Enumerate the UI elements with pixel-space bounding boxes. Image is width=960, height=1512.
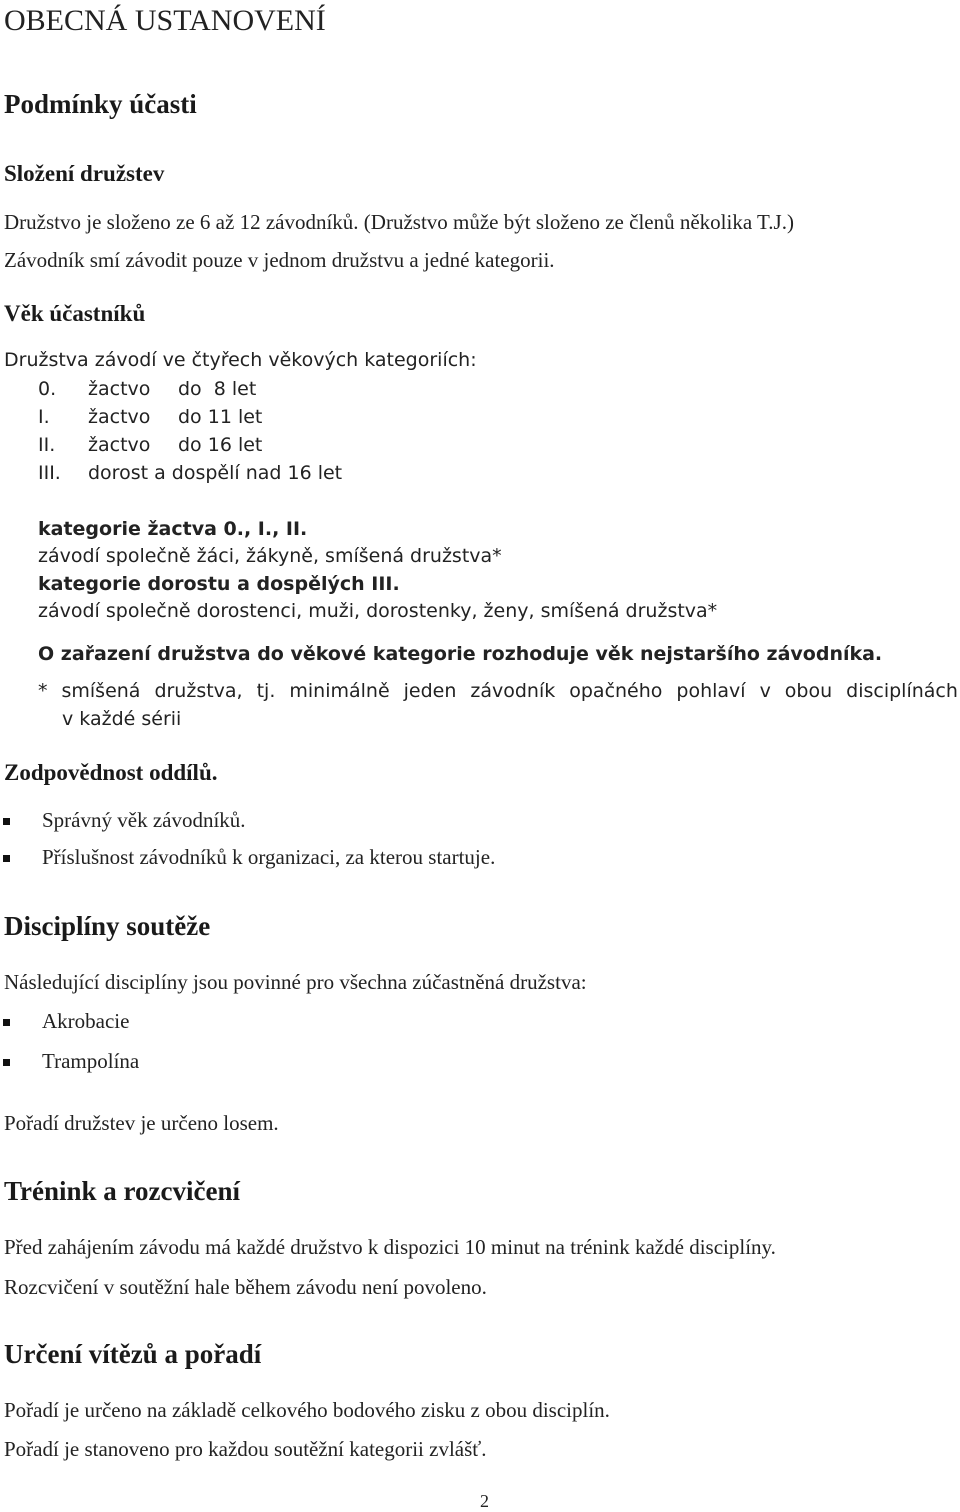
footnote-word: družstva, [154,680,243,702]
note-line: závodí společně dorostenci, muži, dorostenky, ženy, smíšená družstva* [38,600,718,622]
paragraph-line: Závodník smí závodit pouze v jednom družstvu a jedné kategorii. [4,248,555,272]
category-row [38,378,256,400]
footnote-word: smíšená [61,680,141,702]
category-name: dorost a dospělí nad 16 let [88,462,343,484]
note-line: závodí společně žáci, žákyně, smíšená družstva* [38,545,502,567]
footnote-word: pohlaví [676,680,746,702]
footnote-word: tj. [256,680,276,702]
subsection-title-vek: Věk účastníků [4,301,146,326]
note-heading: kategorie žactva 0., I., II. [38,518,308,540]
footnote-word: minimálně [289,680,390,702]
paragraph-line: Družstvo je složeno ze 6 až 12 závodníků. (Družstvo může být složeno ze členů několika T.J.) [4,210,794,234]
list-item: Správný věk závodníků. [42,808,246,832]
category-name: žactvo [88,434,151,456]
page-number: 2 [480,1491,489,1511]
paragraph-line: Rozcvičení v soutěžní hale během závodu není povoleno. [4,1275,487,1299]
paragraph-line: Družstva závodí ve čtyřech věkových kategoriích: [4,349,477,371]
category-number: 0. [38,378,57,400]
footnote-word: obou [784,680,833,702]
section-title-trenink: Trénink a rozcvičení [4,1176,240,1206]
footnote-word: jeden [403,680,457,702]
category-limit: do 11 let [178,406,263,428]
note-emphasis: O zařazení družstva do věkové kategorie rozhoduje věk nejstaršího závodníka. [38,643,883,665]
footnote-word: * [38,680,48,702]
bullet-icon [3,1019,10,1026]
paragraph-line: Následující disciplíny jsou povinné pro všechna zúčastněná družstva: [4,970,587,994]
bullet-icon [3,818,10,825]
paragraph-line: Pořadí je určeno na základě celkového bodového zisku z obou disciplín. [4,1398,610,1422]
footnote-word: disciplínách [846,680,958,702]
page-heading: OBECNÁ USTANOVENÍ [4,4,326,37]
footnote-word: opačného [569,680,663,702]
footnote-word: v [759,680,771,702]
category-row [38,462,342,484]
category-limit: do 8 let [178,378,257,400]
section-title-discipliny: Disciplíny soutěže [4,911,211,941]
category-number: I. [38,406,50,428]
list-item: Příslušnost závodníků k organizaci, za kterou startuje. [42,845,496,869]
footnote-line [38,680,958,702]
footnote-word: závodník [470,680,556,702]
footnote-line-2: v každé sérii [62,708,182,730]
paragraph-line: Před zahájením závodu má každé družstvo k dispozici 10 minut na trénink každé disciplíny. [4,1235,776,1259]
category-number: III. [38,462,61,484]
category-limit: do 16 let [178,434,263,456]
category-name: žactvo [88,406,151,428]
category-name: žactvo [88,378,151,400]
paragraph-line: Pořadí družstev je určeno losem. [4,1111,279,1135]
category-number: II. [38,434,56,456]
section-title-zodpovednost: Zodpovědnost oddílů. [4,760,218,785]
section-title-podminky: Podmínky účasti [4,89,197,119]
note-heading: kategorie dorostu a dospělých III. [38,573,400,595]
paragraph-line: Pořadí je stanoveno pro každou soutěžní kategorii zvlášť. [4,1437,487,1461]
subsection-title-slozeni: Složení družstev [4,161,165,186]
bullet-icon [3,855,10,862]
category-row [38,434,262,456]
category-row [38,406,262,428]
list-item: Trampolína [42,1049,140,1073]
section-title-urceni: Určení vítězů a pořadí [4,1339,262,1369]
list-item: Akrobacie [42,1009,130,1033]
bullet-icon [3,1059,10,1066]
